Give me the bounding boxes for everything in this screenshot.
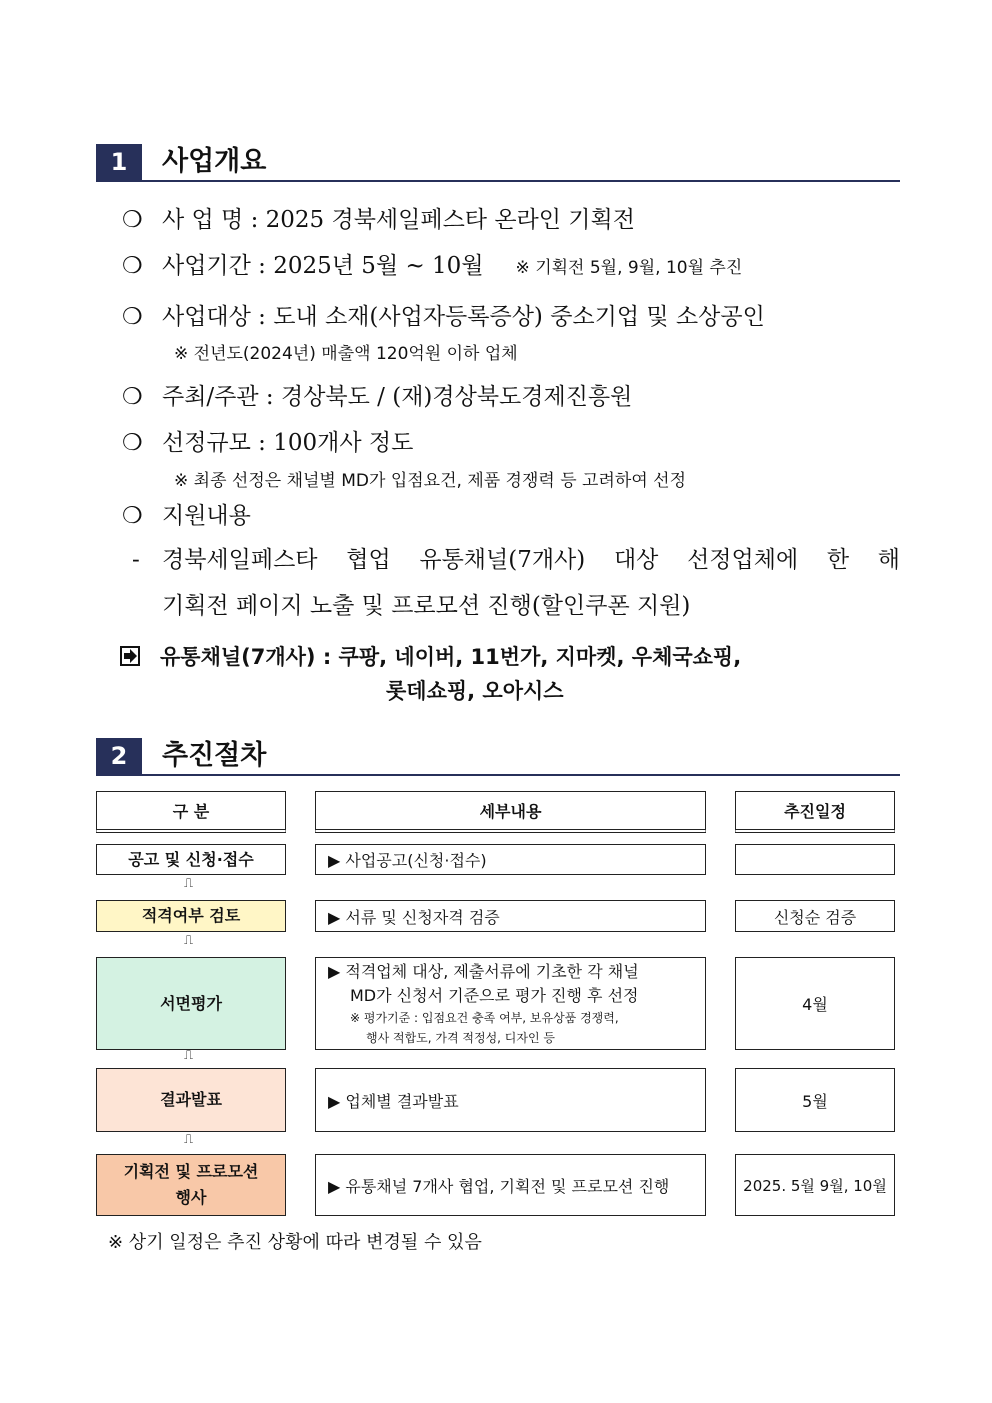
- item-text: 주최/주관 : 경상북도 / (재)경상북도경제진흥원: [162, 384, 633, 410]
- item-support: [122, 501, 251, 531]
- flow-arrow-icon: ⎍: [184, 933, 194, 948]
- detail-announcement: ▶ 사업공고(신청·접수): [315, 844, 706, 875]
- support-description: [132, 537, 900, 629]
- criteria-line: ※ 평가기준 : 입점요건 충족 여부, 보유상품 경쟁력,: [350, 1010, 619, 1025]
- flow-arrow-icon: ⎍: [184, 1132, 194, 1147]
- criteria-line: 행사 적합도, 가격 적정성, 디자인 등: [366, 1030, 555, 1045]
- schedule-promotion: 2025. 5월 9월, 10월: [735, 1154, 895, 1216]
- arrow-right-icon: [120, 646, 140, 666]
- section-1-number: 1: [96, 144, 142, 180]
- channels-line-1: 유통채널(7개사) : 쿠팡, 네이버, 11번가, 지마켓, 우체국쇼핑,: [160, 645, 742, 669]
- stage-line: 행사: [175, 1188, 207, 1207]
- item-note: ※ 기획전 5월, 9월, 10월 추진: [515, 258, 743, 278]
- schedule-document-review: 4월: [735, 957, 895, 1050]
- item-business-name: [122, 205, 635, 235]
- bullet-circle: ❍: [122, 503, 143, 529]
- distribution-channels: [160, 640, 900, 708]
- selection-subnote: ※ 최종 선정은 채널별 MD가 입점요건, 제품 경쟁력 등 고려하여 선정: [174, 471, 686, 491]
- item-selection-scale: [122, 428, 413, 458]
- detail-line: ▶ 적격업체 대상, 제출서류에 기초한 각 채널: [328, 961, 639, 981]
- header-schedule: 추진일정: [735, 791, 895, 833]
- header-stage: 구 분: [96, 791, 286, 833]
- stage-promotion: [96, 1154, 286, 1216]
- detail-line: MD가 신청서 기준으로 평가 진행 후 선정: [350, 985, 639, 1005]
- section-2-header: [96, 738, 900, 776]
- section-1-header: [96, 144, 900, 182]
- bullet-circle: ❍: [122, 253, 143, 279]
- dash-marker: -: [132, 547, 140, 573]
- item-business-target: [122, 302, 765, 332]
- detail-promotion: ▶ 유통채널 7개사 협업, 기획전 및 프로모션 진행: [315, 1154, 706, 1216]
- header-detail: 세부내용: [315, 791, 706, 833]
- flow-arrow-icon: ⎍: [184, 876, 194, 891]
- section-2-title: 추진절차: [162, 740, 267, 771]
- section-1-title: 사업개요: [162, 146, 267, 177]
- schedule-eligibility: 신청순 검증: [735, 900, 895, 932]
- stage-document-review: 서면평가: [96, 957, 286, 1050]
- bullet-circle: ❍: [122, 304, 143, 330]
- stage-line: 기획전 및 프로모션: [123, 1162, 259, 1181]
- target-subnote: ※ 전년도(2024년) 매출액 120억원 이하 업체: [174, 344, 518, 364]
- bullet-circle: ❍: [122, 430, 143, 456]
- stage-announcement: 공고 및 신청·접수: [96, 844, 286, 875]
- item-business-period: [122, 251, 742, 283]
- item-text: 사업대상 : 도내 소재(사업자등록증상) 중소기업 및 소상공인: [162, 304, 765, 330]
- stage-eligibility: 적격여부 검토: [96, 900, 286, 932]
- stage-results: 결과발표: [96, 1068, 286, 1132]
- item-text: 선정규모 : 100개사 정도: [162, 430, 414, 456]
- support-line-2: 기획전 페이지 노출 및 프로모션 진행(할인쿠폰 지원): [162, 593, 691, 619]
- schedule-results: 5월: [735, 1068, 895, 1132]
- detail-document-review: [315, 957, 706, 1050]
- section-2-number: 2: [96, 738, 142, 774]
- channels-line-2: 롯데쇼핑, 오아시스: [386, 679, 564, 703]
- item-text: 사 업 명 : 2025 경북세일페스타 온라인 기획전: [162, 207, 635, 233]
- item-text: 사업기간 : 2025년 5월 ~ 10월: [162, 253, 484, 279]
- detail-eligibility: ▶ 서류 및 신청자격 검증: [315, 900, 706, 932]
- bullet-circle: ❍: [122, 384, 143, 410]
- item-text: 지원내용: [162, 503, 251, 529]
- item-host: [122, 382, 632, 412]
- schedule-footnote: ※ 상기 일정은 추진 상황에 따라 변경될 수 있음: [108, 1232, 482, 1253]
- detail-results: ▶ 업체별 결과발표: [315, 1068, 706, 1132]
- flow-arrow-icon: ⎍: [184, 1048, 194, 1063]
- schedule-announcement: [735, 844, 895, 875]
- support-line-1: 경북세일페스타 협업 유통채널(7개사) 대상 선정업체에 한 해: [162, 547, 900, 573]
- bullet-circle: ❍: [122, 207, 143, 233]
